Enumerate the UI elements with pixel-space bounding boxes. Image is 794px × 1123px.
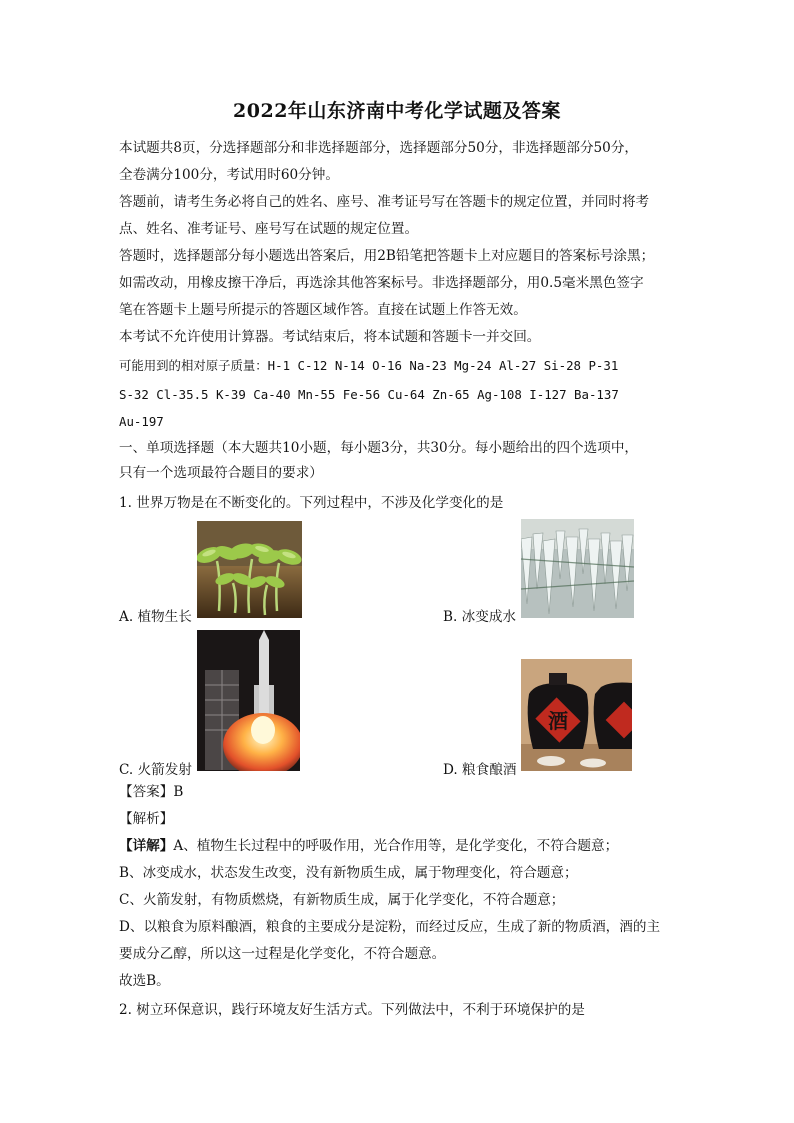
rocket-launch-image — [197, 630, 300, 771]
section-heading-line-1: 一、单项选择题（本大题共10小题，每小题3分，共30分。每小题给出的四个选项中， — [119, 440, 639, 456]
section-heading-line-2: 只有一个选项最符合题目的要求） — [119, 465, 323, 481]
ice-melting-image — [521, 519, 634, 618]
option-d-label: D. 粮食酿酒 — [443, 762, 517, 778]
plant-growth-image — [197, 521, 302, 618]
instruction-line-6: 如需改动，用橡皮擦干净后，再选涂其他答案标号。非选择题部分，用0.5毫米黑色签字 — [119, 275, 644, 291]
detail-line-b: B、冰变成水，状态发生改变，没有新物质生成，属于物理变化，符合题意； — [119, 865, 578, 881]
detail-line-a — [119, 837, 618, 855]
atomic-mass-line-1: 可能用到的相对原子质量：H-1 C-12 N-14 O-16 Na-23 Mg-24 Al-27 Si-28 P-31 — [119, 358, 619, 373]
atomic-mass-line-3: Au-197 — [119, 414, 164, 429]
jar-label-char: 酒 — [548, 709, 568, 733]
detail-line-d2: 要成分乙醇，所以这一过程是化学变化，不符合题意。 — [119, 946, 446, 962]
detail-a-text: A、植物生长过程中的呼吸作用，光合作用等，是化学变化，不符合题意； — [173, 838, 619, 854]
answer-line: 【答案】B — [119, 784, 184, 800]
instruction-line-8: 本考试不允许使用计算器。考试结束后，将本试题和答题卡一并交回。 — [119, 329, 541, 345]
conclusion-line: 故选B。 — [119, 973, 170, 989]
detail-line-c: C、火箭发射，有物质燃烧，有新物质生成，属于化学变化，不符合题意； — [119, 892, 565, 908]
instruction-line-2: 全卷满分100分，考试用时60分钟。 — [119, 167, 339, 183]
question-2-stem: 2. 树立环保意识，践行环境友好生活方式。下列做法中，不利于环境保护的是 — [119, 1002, 585, 1018]
question-1-stem: 1. 世界万物是在不断变化的。下列过程中，不涉及化学变化的是 — [119, 495, 504, 511]
atomic-mass-line-2: S-32 Cl-35.5 K-39 Ca-40 Mn-55 Fe-56 Cu-64 Zn-65 Ag-108 I-127 Ba-137 — [119, 387, 619, 402]
detail-tag: 【详解】 — [119, 838, 174, 854]
instruction-line-4: 点、姓名、准考证号、座号写在试题的规定位置。 — [119, 221, 419, 237]
analysis-heading: 【解析】 — [119, 811, 174, 827]
instruction-line-5: 答题时，选择题部分每小题选出答案后，用2B铅笔把答题卡上对应题目的答案标号涂黑； — [119, 248, 655, 264]
instruction-line-3: 答题前，请考生务必将自己的姓名、座号、准考证号写在答题卡的规定位置，并同时将考 — [119, 194, 650, 210]
option-b-label: B. 冰变成水 — [443, 609, 517, 625]
option-c-label: C. 火箭发射 — [119, 762, 192, 778]
instruction-line-7: 笔在答题卡上题号所提示的答题区域作答。直接在试题上作答无效。 — [119, 302, 527, 318]
document-title: 2022年山东济南中考化学试题及答案 — [233, 100, 561, 122]
option-a-label: A. 植物生长 — [119, 609, 192, 625]
wine-brewing-image — [521, 659, 632, 771]
instruction-line-1: 本试题共8页，分选择题部分和非选择题部分，选择题部分50分，非选择题部分50分， — [119, 140, 639, 156]
detail-line-d1: D、以粮食为原料酿酒，粮食的主要成分是淀粉，而经过反应，生成了新的物质酒，酒的主 — [119, 919, 661, 935]
